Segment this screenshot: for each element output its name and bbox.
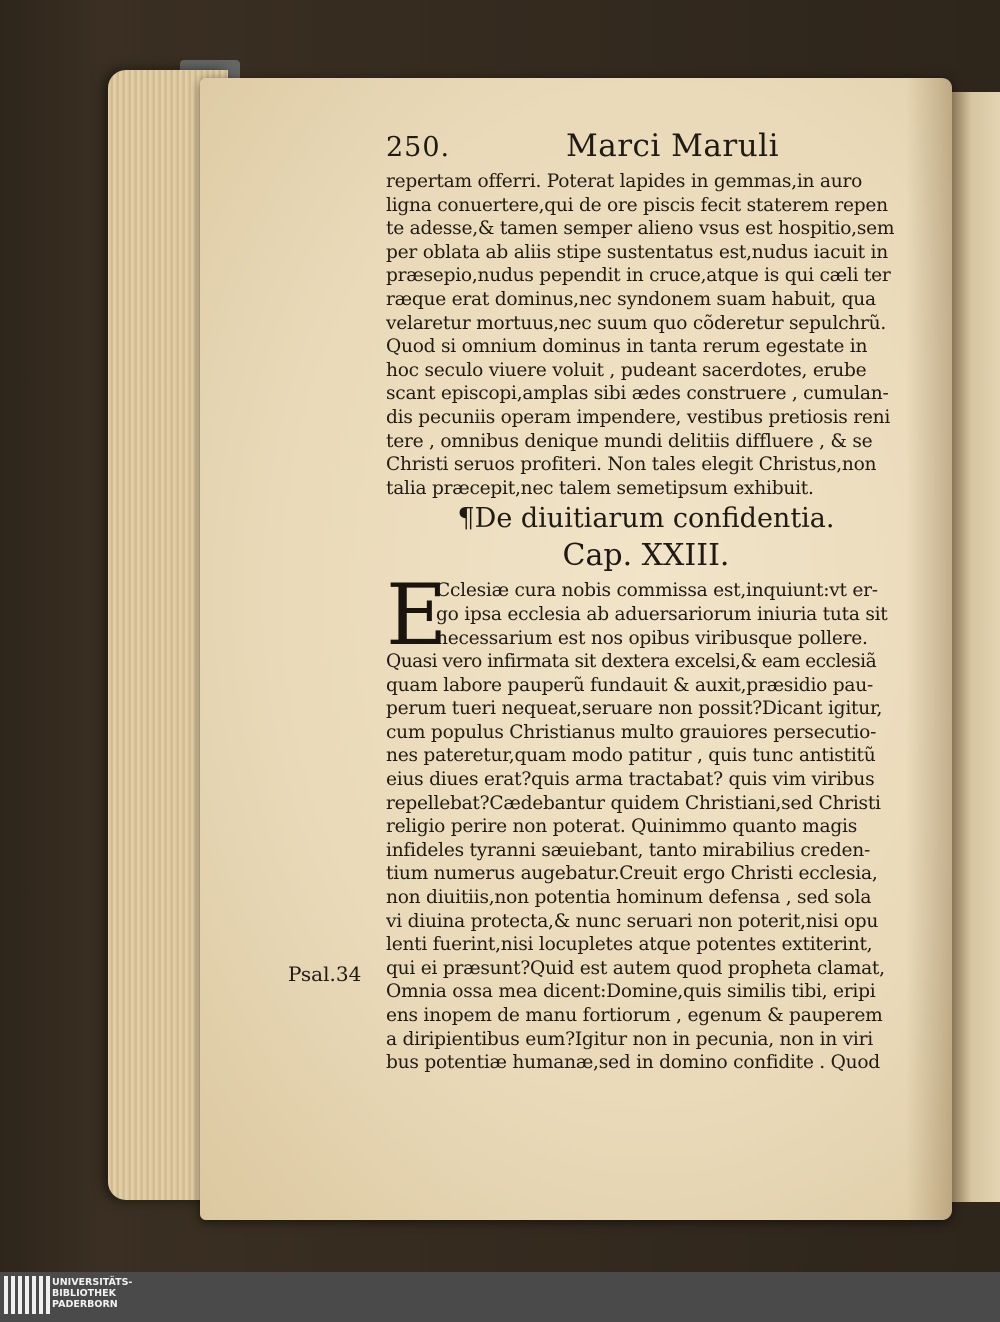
text-line: ligna conuertere,qui de ore piscis fecit staterem repen — [386, 194, 888, 216]
text-line: Quod si omnium dominus in tanta rerum egestate in — [386, 336, 868, 358]
drop-cap-initial: E — [386, 566, 448, 665]
library-logo-icon — [4, 1276, 50, 1314]
margin-note: Psal.34 — [288, 962, 362, 986]
text-line: lenti fuerint,nisi locupletes atque potentes extiterint, — [386, 934, 873, 956]
page-number: 250. — [386, 132, 451, 163]
text-line: dis pecuniis operam impendere, vestibus pretiosis reni — [386, 406, 891, 428]
library-name — [52, 1277, 132, 1310]
text-line: tere , omnibus denique mundi delitiis diffluere , & se — [386, 430, 873, 452]
chapter-paragraph — [386, 650, 906, 1075]
library-name-line: BIBLIOTHEK — [52, 1288, 116, 1299]
text-line: religio perire non poterat. Quinimmo quanto magis — [386, 816, 858, 838]
text-line: nes pateretur,quam modo patitur , quis tunc antistitũ — [386, 745, 876, 767]
text-line: tium numerus augebatur.Creuit ergo Christi ecclesia, — [386, 863, 878, 885]
page-gutter-shadow — [906, 78, 952, 1220]
text-line: te adesse,& tamen semper alieno vsus est hospitio,sem — [386, 218, 895, 240]
chapter-heading: ¶De diuitiarum confidentia. — [457, 503, 835, 535]
text-line: qui ei præsunt?Quid est autem quod propheta clamat, — [386, 957, 885, 979]
text-line: infideles tyranni sæuiebant, tanto mirabilius creden- — [386, 839, 871, 861]
text-line: perum tueri nequeat,seruare non possit?Dicant igitur, — [386, 698, 883, 720]
page-text-block — [386, 128, 906, 1075]
text-line: bus potentiæ humanæ,sed in domino confidite . Quod — [386, 1052, 880, 1074]
indented-lines — [386, 579, 906, 650]
text-line: repellebat?Cædebantur quidem Christiani,sed Christi — [386, 792, 881, 814]
text-line: repertam offerri. Poterat lapides in gemmas,in auro — [386, 171, 863, 192]
text-line: non diuitiis,non potentia hominum defensa , sed sola — [386, 887, 872, 909]
facing-page-edge — [952, 92, 1000, 1202]
text-line: præsepio,nudus pependit in cruce,atque is qui cæli ter — [386, 265, 891, 287]
text-line: talia præcepit,nec talem semetipsum exhibuit. — [386, 477, 814, 499]
text-line: cum populus Christianus multo grauiores persecutio- — [386, 721, 877, 743]
text-line: eius diues erat?quis arma tractabat? quis vim viribus — [386, 769, 875, 791]
library-name-line: UNIVERSITÄTS- — [52, 1277, 133, 1288]
text-line: Omnia ossa mea dicent:Domine,quis similis tibi, eripi — [386, 981, 876, 1003]
text-line: Christi seruos profiteri. Non tales elegit Christus,non — [386, 454, 877, 476]
text-line: go ipsa ecclesia ab aduersariorum iniuria tuta sit — [436, 603, 888, 625]
text-line: necessarium est nos opibus viribusque pollere. — [436, 627, 868, 649]
body-paragraph — [386, 170, 906, 500]
text-line: scant episcopi,amplas sibi ædes construere , cumulan- — [386, 383, 889, 405]
text-line: a diripientibus eum?Igitur non in pecunia, non in viri — [386, 1028, 873, 1050]
text-line: Quasi vero infirmata sit dextera excelsi,& eam ecclesiã — [386, 651, 877, 673]
chapter-number: Cap. XXIII. — [562, 538, 730, 574]
text-line: vi diuina protecta,& nunc seruari non poterit,nisi opu — [386, 910, 879, 932]
text-line: hoc seculo viuere voluit , pudeant sacerdotes, erube — [386, 359, 867, 381]
text-line: ræque erat dominus,nec syndonem suam habuit, qua — [386, 288, 876, 310]
text-line: per oblata ab aliis stipe sustentatus est,nudus iacuit in — [386, 241, 888, 263]
text-line: Cclesiæ cura nobis commissa est,inquiunt:vt er- — [436, 580, 878, 602]
text-line: velaretur mortuus,nec suum quo cõderetur sepulchrũ. — [386, 312, 887, 334]
page-header — [386, 128, 906, 170]
text-line: ens inopem de manu fortiorum , egenum & pauperem — [386, 1005, 883, 1026]
library-name-line: PADERBORN — [52, 1299, 118, 1310]
running-title: Marci Maruli — [566, 128, 780, 164]
text-line: quam labore pauperũ fundauit & auxit,præsidio pau- — [386, 674, 873, 696]
library-footer — [0, 1272, 1000, 1322]
